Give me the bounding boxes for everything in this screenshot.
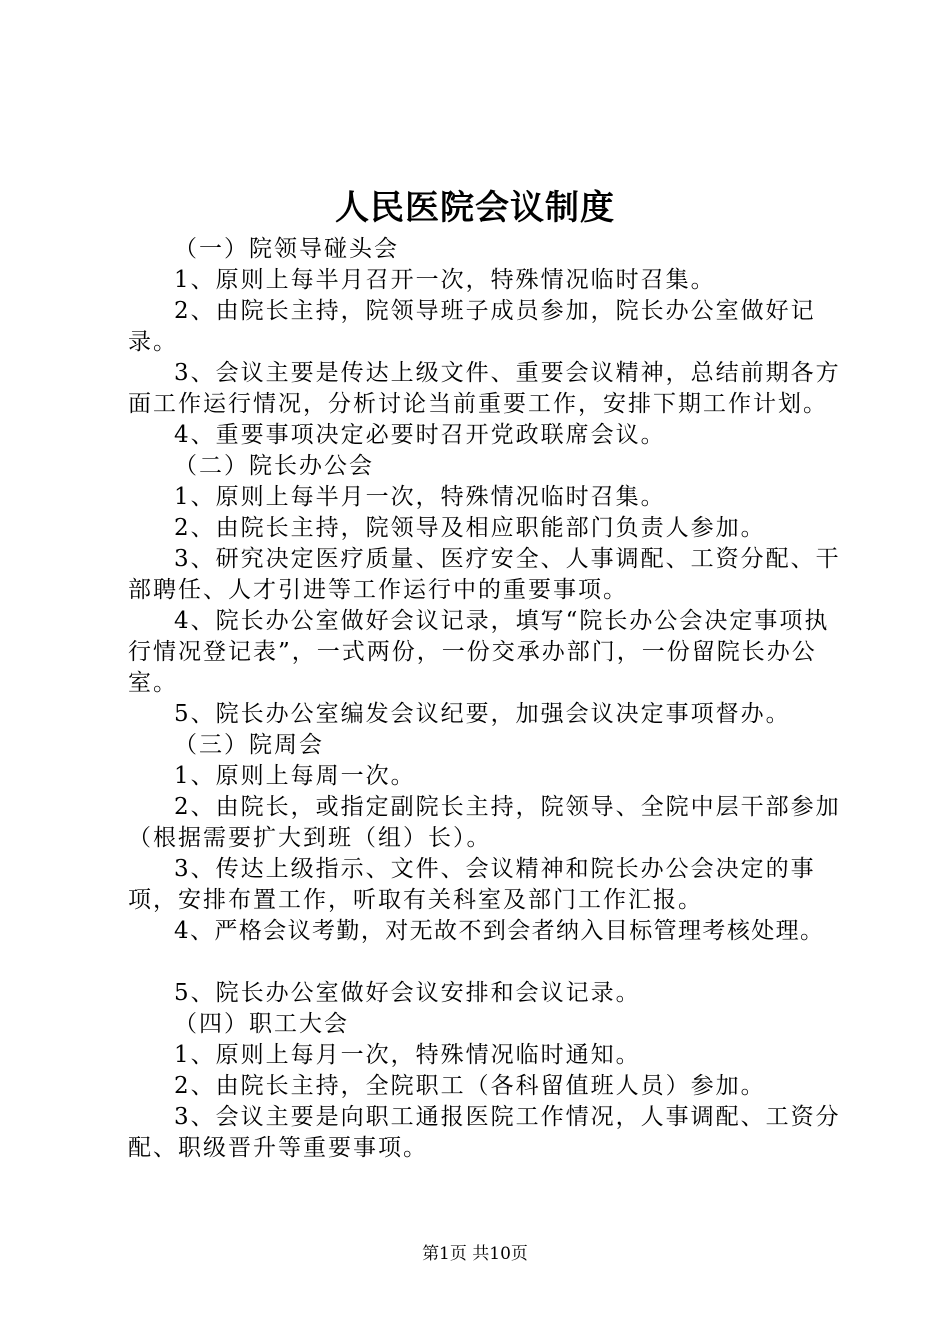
- paragraph: 1、原则上每半月一次，特殊情况临时召集。: [174, 484, 666, 510]
- paragraph: 4、院长办公室做好会议记录，填写“院长办公会决定事项执行情况登记表”，一式两份，一份交承办部门，一份留院长办公室。: [128, 608, 830, 696]
- paragraph: 2、由院长主持，院领导班子成员参加，院长办公室做好记录。: [128, 298, 816, 355]
- section-heading-1: （一）院领导碰头会: [174, 236, 399, 262]
- paragraph: 5、院长办公室编发会议纪要，加强会议决定事项督办。: [174, 701, 791, 727]
- paragraph: 1、原则上每月一次，特殊情况临时通知。: [174, 1042, 641, 1068]
- document-title: 人民医院会议制度: [335, 188, 615, 228]
- page-footer: 第1页 共10页: [422, 1244, 528, 1264]
- paragraph: 3、传达上级指示、文件、会议精神和院长办公会决定的事项，安排布置工作，听取有关科室及部门工作汇报。: [128, 856, 816, 913]
- section-heading-4: （四）职工大会: [174, 1011, 349, 1037]
- paragraph: 2、由院长主持，全院职工（各科留值班人员）参加。: [174, 1073, 766, 1099]
- paragraph: 3、会议主要是向职工通报医院工作情况，人事调配、工资分配、职级晋升等重要事项。: [128, 1104, 841, 1161]
- paragraph: 3、会议主要是传达上级文件、重要会议精神，总结前期各方面工作运行情况，分析讨论当前重要工作，安排下期工作计划。: [128, 360, 841, 417]
- paragraph: 1、原则上每周一次。: [174, 763, 416, 789]
- paragraph: 4、严格会议考勤，对无故不到会者纳入目标管理考核处理。: [174, 918, 825, 944]
- paragraph: 2、由院长，或指定副院长主持，院领导、全院中层干部参加（根据需要扩大到班（组）长）。: [128, 794, 841, 851]
- section-heading-2: （二）院长办公会: [174, 453, 374, 479]
- blank-line: [128, 947, 848, 978]
- paragraph: 3、研究决定医疗质量、医疗安全、人事调配、工资分配、干部聘任、人才引进等工作运行中的重要事项。: [128, 546, 841, 603]
- paragraph: 2、由院长主持，院领导及相应职能部门负责人参加。: [174, 515, 766, 541]
- paragraph: 1、原则上每半月召开一次，特殊情况临时召集。: [174, 267, 716, 293]
- paragraph: 5、院长办公室做好会议安排和会议记录。: [174, 980, 641, 1006]
- section-heading-3: （三）院周会: [174, 732, 324, 758]
- document-body: [128, 234, 848, 1164]
- paragraph: 4、重要事项决定必要时召开党政联席会议。: [174, 422, 666, 448]
